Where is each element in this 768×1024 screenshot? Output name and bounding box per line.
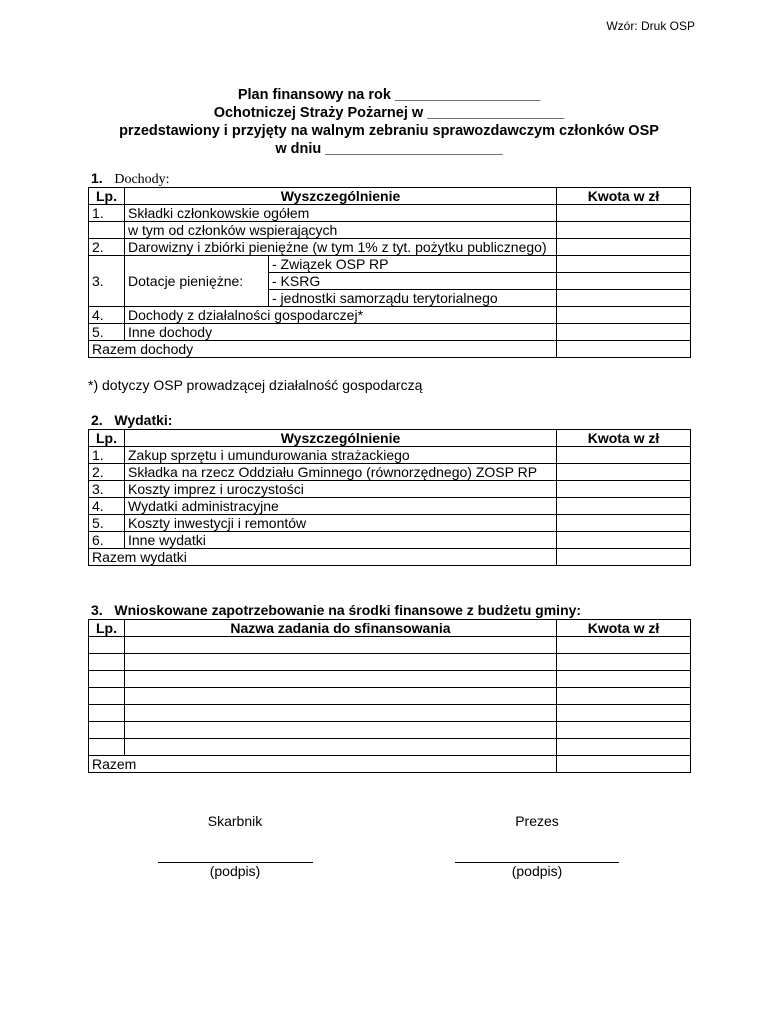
row-desc: Składka na rzecz Oddziału Gminnego (równorzędnego) ZOSP RP	[125, 464, 557, 481]
section-1-number: 1.	[91, 170, 103, 186]
row-lp: 1.	[89, 205, 125, 222]
column-header-desc: Nazwa zadania do sfinansowania	[125, 620, 557, 637]
row-lp	[89, 222, 125, 239]
amount-cell[interactable]	[557, 722, 691, 739]
row-lp: 3.	[89, 481, 125, 498]
column-header-amount: Kwota w zł	[557, 620, 691, 637]
row-subitem: - KSRG	[269, 273, 557, 290]
row-desc: w tym od członków wspierających	[125, 222, 557, 239]
row-lp: 6.	[89, 532, 125, 549]
amount-cell[interactable]	[557, 205, 691, 222]
funding-request-table	[88, 619, 691, 773]
section-3-number: 3.	[91, 602, 103, 618]
amount-cell[interactable]	[557, 290, 691, 307]
column-header-amount: Kwota w zł	[557, 430, 691, 447]
total-label: Razem dochody	[89, 341, 557, 358]
amount-cell[interactable]	[557, 515, 691, 532]
income-table	[88, 187, 691, 358]
footnote: *) dotyczy OSP prowadzącej działalność gospodarczą	[88, 377, 423, 393]
expenses-table-header	[89, 430, 691, 447]
president-title: Prezes	[515, 813, 559, 829]
table-row	[89, 532, 691, 549]
row-lp: 4.	[89, 307, 125, 324]
task-cell[interactable]	[125, 739, 557, 756]
amount-cell[interactable]	[557, 341, 691, 358]
lp-cell[interactable]	[89, 671, 125, 688]
task-cell[interactable]	[125, 705, 557, 722]
table-row	[89, 637, 691, 654]
amount-cell[interactable]	[557, 739, 691, 756]
total-row	[89, 549, 691, 566]
row-desc: Inne wydatki	[125, 532, 557, 549]
table-row	[89, 239, 691, 256]
form-template-label: Wzór: Druk OSP	[606, 19, 695, 33]
table-row	[89, 307, 691, 324]
lp-cell[interactable]	[89, 654, 125, 671]
row-desc: Dotacje pieniężne:	[125, 256, 269, 307]
table-row	[89, 654, 691, 671]
amount-cell[interactable]	[557, 307, 691, 324]
lp-cell[interactable]	[89, 739, 125, 756]
section-2-heading	[91, 412, 172, 428]
section-3-heading	[91, 602, 581, 618]
funding-table-header	[89, 620, 691, 637]
table-row	[89, 222, 691, 239]
row-subitem: - Związek OSP RP	[269, 256, 557, 273]
amount-cell[interactable]	[557, 464, 691, 481]
lp-cell[interactable]	[89, 688, 125, 705]
row-desc: Darowizny i zbiórki pieniężne (w tym 1% z tyt. pożytku publicznego)	[125, 239, 557, 256]
section-2-label: Wydatki:	[114, 412, 173, 428]
title-line-3: przedstawiony i przyjęty na walnym zebraniu sprawozdawczym członków OSP	[119, 123, 659, 139]
table-row	[89, 256, 691, 273]
section-3-label: Wnioskowane zapotrzebowanie na środki finansowe z budżetu gminy:	[114, 602, 582, 618]
column-header-amount: Kwota w zł	[557, 188, 691, 205]
task-cell[interactable]	[125, 637, 557, 654]
row-lp: 2.	[89, 239, 125, 256]
table-row	[89, 705, 691, 722]
lp-cell[interactable]	[89, 637, 125, 654]
table-row	[89, 671, 691, 688]
row-lp: 4.	[89, 498, 125, 515]
section-1-label: Dochody:	[114, 172, 170, 187]
row-desc: Zakup sprzętu i umundurowania strażackiego	[125, 447, 557, 464]
expenses-table	[88, 429, 691, 566]
column-header-desc: Wyszczególnienie	[125, 430, 557, 447]
task-cell[interactable]	[125, 671, 557, 688]
amount-cell[interactable]	[557, 688, 691, 705]
column-header-desc: Wyszczególnienie	[125, 188, 557, 205]
row-desc: Koszty imprez i uroczystości	[125, 481, 557, 498]
amount-cell[interactable]	[557, 447, 691, 464]
amount-cell[interactable]	[557, 549, 691, 566]
lp-cell[interactable]	[89, 722, 125, 739]
income-table-header	[89, 188, 691, 205]
amount-cell[interactable]	[557, 498, 691, 515]
row-subitem: - jednostki samorządu terytorialnego	[269, 290, 557, 307]
amount-cell[interactable]	[557, 273, 691, 290]
treasurer-signature-caption: (podpis)	[209, 863, 261, 879]
title-line-4: w dniu ______________________	[275, 141, 503, 157]
column-header-lp: Lp.	[89, 430, 125, 447]
total-row	[89, 341, 691, 358]
row-desc: Dochody z działalności gospodarczej*	[125, 307, 557, 324]
table-row	[89, 515, 691, 532]
section-1-heading	[91, 170, 170, 188]
row-desc: Wydatki administracyjne	[125, 498, 557, 515]
table-row	[89, 464, 691, 481]
table-row	[89, 739, 691, 756]
row-lp: 3.	[89, 256, 125, 307]
column-header-lp: Lp.	[89, 620, 125, 637]
amount-cell[interactable]	[557, 324, 691, 341]
amount-cell[interactable]	[557, 671, 691, 688]
amount-cell[interactable]	[557, 532, 691, 549]
document-title	[88, 86, 690, 158]
table-row	[89, 205, 691, 222]
task-cell[interactable]	[125, 688, 557, 705]
total-label: Razem wydatki	[89, 549, 557, 566]
treasurer-title: Skarbnik	[207, 813, 263, 829]
column-header-lp: Lp.	[89, 188, 125, 205]
amount-cell[interactable]	[557, 256, 691, 273]
total-label: Razem	[89, 756, 557, 773]
task-cell[interactable]	[125, 722, 557, 739]
row-desc: Składki członkowskie ogółem	[125, 205, 557, 222]
amount-cell[interactable]	[557, 654, 691, 671]
table-row	[89, 688, 691, 705]
table-row	[89, 498, 691, 515]
row-lp: 5.	[89, 324, 125, 341]
row-desc: Inne dochody	[125, 324, 557, 341]
row-lp: 1.	[89, 447, 125, 464]
amount-cell[interactable]	[557, 481, 691, 498]
title-line-2: Ochotniczej Straży Pożarnej w _________________	[213, 105, 565, 121]
title-line-1: Plan finansowy na rok __________________	[237, 87, 541, 103]
row-lp: 2.	[89, 464, 125, 481]
section-2-number: 2.	[91, 412, 103, 428]
table-row	[89, 324, 691, 341]
amount-cell[interactable]	[557, 222, 691, 239]
amount-cell[interactable]	[557, 239, 691, 256]
task-cell[interactable]	[125, 654, 557, 671]
president-signature-caption: (podpis)	[511, 863, 563, 879]
table-row	[89, 722, 691, 739]
lp-cell[interactable]	[89, 705, 125, 722]
table-row	[89, 481, 691, 498]
table-row	[89, 447, 691, 464]
amount-cell[interactable]	[557, 756, 691, 773]
row-desc: Koszty inwestycji i remontów	[125, 515, 557, 532]
row-lp: 5.	[89, 515, 125, 532]
total-row	[89, 756, 691, 773]
amount-cell[interactable]	[557, 705, 691, 722]
amount-cell[interactable]	[557, 637, 691, 654]
